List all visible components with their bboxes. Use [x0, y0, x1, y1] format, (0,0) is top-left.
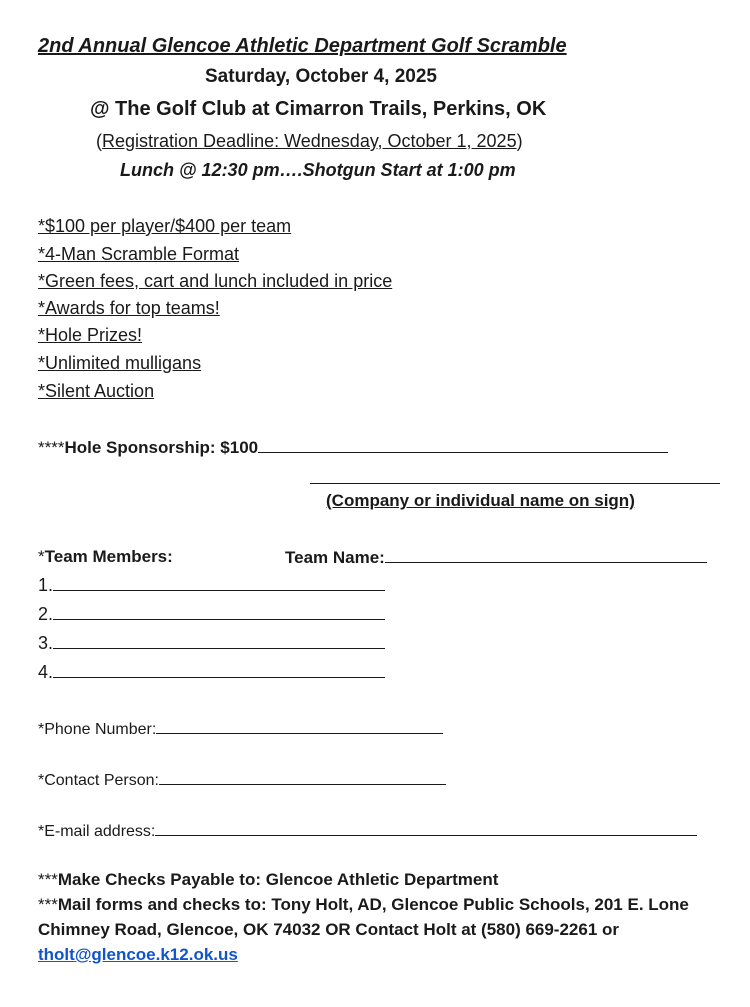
phone-row	[38, 716, 443, 742]
contact-email-link[interactable]: tholt@glencoe.k12.ok.us	[38, 945, 238, 964]
email-row	[38, 818, 697, 844]
team-name-label: Team Name:	[285, 548, 385, 567]
or-text: or	[602, 920, 620, 939]
event-times: Lunch @ 12:30 pm….Shotgun Start at 1:00 pm	[120, 160, 516, 180]
member-number: 2.	[38, 604, 54, 624]
sponsorship-label: Hole Sponsorship: $100	[64, 438, 259, 457]
email-label: *E-mail address:	[38, 823, 156, 840]
checks-note	[38, 867, 728, 892]
email-field[interactable]	[155, 818, 697, 836]
detail-item: *Awards for top teams!	[38, 298, 220, 318]
registration-deadline	[96, 129, 523, 153]
contact-person-label: *Contact Person:	[38, 772, 159, 789]
deadline-close-paren: )	[516, 131, 523, 151]
sponsorship-caption: (Company or individual name on sign)	[326, 491, 635, 510]
team-star: *	[38, 547, 45, 566]
member-row	[38, 602, 385, 626]
event-venue: @ The Golf Club at Cimarron Trails, Perkins, OK	[90, 98, 547, 120]
member-field[interactable]	[53, 573, 385, 591]
team-name-row	[285, 545, 707, 570]
checks-stars: ***	[38, 870, 58, 889]
checks-text: Make Checks Payable to: Glencoe Athletic Department	[57, 870, 499, 889]
deadline-open-paren: (	[96, 131, 102, 151]
contact-person-field[interactable]	[159, 767, 446, 785]
sponsorship-stars: ****	[38, 438, 65, 457]
detail-item: *$100 per player/$400 per team	[38, 216, 292, 236]
deadline-text: Registration Deadline: Wednesday, October 1, 2025	[102, 131, 517, 151]
phone-field[interactable]	[156, 716, 443, 734]
page-title: 2nd Annual Glencoe Athletic Department Golf Scramble	[38, 35, 567, 57]
sponsorship-name-field-2[interactable]	[310, 466, 720, 484]
member-field[interactable]	[53, 602, 385, 620]
detail-item: *Hole Prizes!	[38, 325, 143, 345]
mail-note	[38, 892, 728, 967]
member-field[interactable]	[53, 631, 385, 649]
detail-item: *4-Man Scramble Format	[38, 244, 240, 264]
team-members-label	[38, 545, 173, 569]
member-number: 4.	[38, 662, 54, 682]
event-date: Saturday, October 4, 2025	[205, 66, 437, 87]
member-number: 1.	[38, 575, 54, 595]
team-members-text: Team Members:	[44, 547, 173, 566]
team-name-field[interactable]	[385, 545, 707, 563]
mail-text: Mail forms and checks to: Tony Holt, AD, Glencoe Public Schools, 201 E. Lone Chimney Road, Glencoe, OK 74032 OR Contact Holt at (580) 669-2261	[38, 895, 689, 939]
detail-item: *Green fees, cart and lunch included in price	[38, 271, 393, 291]
contact-person-row	[38, 767, 446, 793]
member-row	[38, 660, 385, 684]
member-row	[38, 573, 385, 597]
member-number: 3.	[38, 633, 54, 653]
mail-stars: ***	[38, 895, 58, 914]
detail-item: *Silent Auction	[38, 381, 155, 401]
sponsorship-name-field[interactable]	[258, 435, 668, 453]
member-field[interactable]	[53, 660, 385, 678]
phone-label: *Phone Number:	[38, 721, 157, 738]
sponsorship-line-2	[310, 466, 720, 490]
detail-item: *Unlimited mulligans	[38, 353, 202, 373]
hole-sponsorship-row	[38, 435, 668, 460]
member-row	[38, 631, 385, 655]
